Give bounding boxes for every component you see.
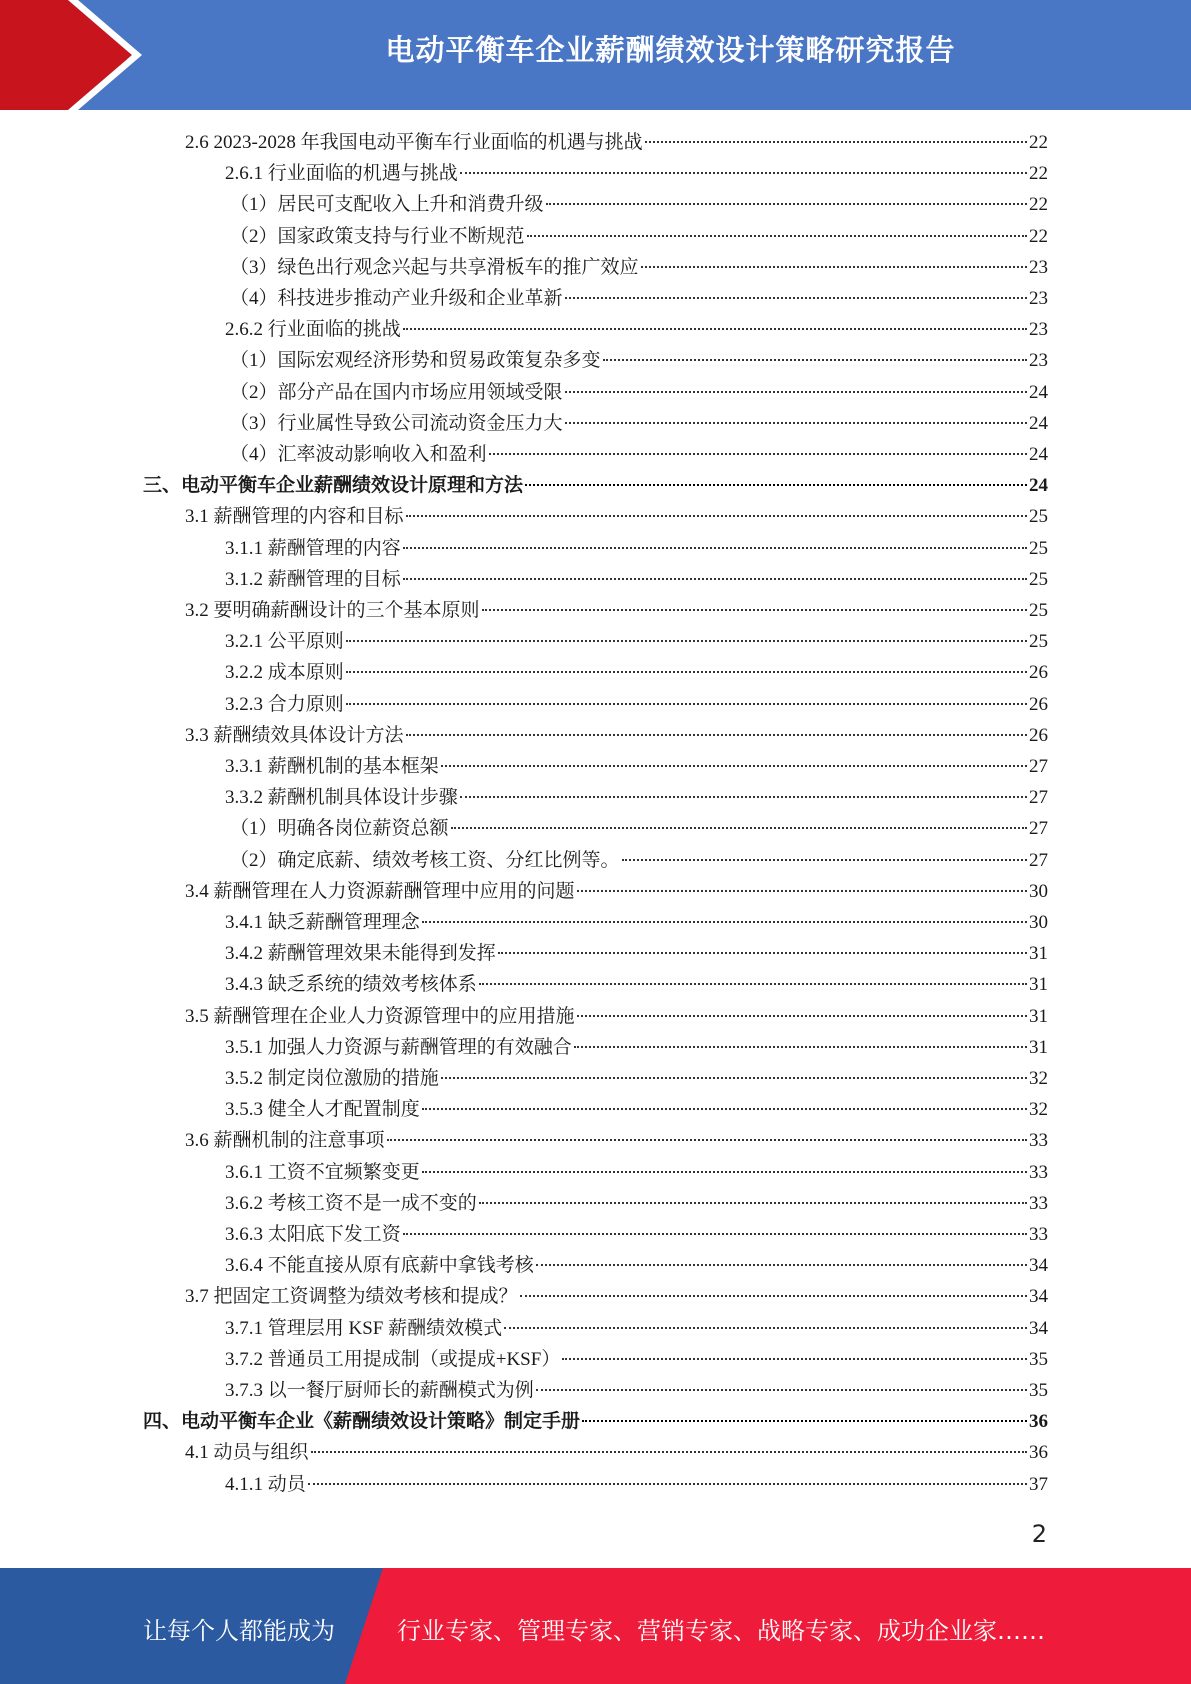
toc-dot-leader: [565, 297, 1027, 299]
toc-entry-page: 22: [1029, 132, 1048, 153]
toc-entry-label: （3）行业属性导致公司流动资金压力大: [230, 413, 563, 434]
toc-dot-leader: [422, 1171, 1027, 1173]
toc-entry-label: 3.6.3 太阳底下发工资: [225, 1224, 401, 1245]
toc-entry[interactable]: [225, 969, 1048, 1000]
toc-entry[interactable]: [185, 1437, 1048, 1468]
toc-dot-leader: [346, 671, 1027, 673]
toc-dot-leader: [536, 1264, 1027, 1266]
toc-entry-page: 24: [1029, 444, 1048, 465]
toc-entry[interactable]: [225, 626, 1048, 657]
toc-entry-label: 3.6.1 工资不宜频繁变更: [225, 1162, 420, 1183]
toc-entry[interactable]: [225, 751, 1048, 782]
toc-entry-page: 32: [1029, 1068, 1048, 1089]
toc-dot-leader: [582, 1420, 1027, 1422]
toc-entry-label: 3.5.3 健全人才配置制度: [225, 1099, 420, 1120]
toc-entry-label: 4.1.1 动员: [225, 1474, 306, 1495]
toc-dot-leader: [645, 141, 1027, 143]
toc-dot-leader: [482, 609, 1027, 611]
toc-entry[interactable]: [225, 657, 1048, 688]
toc-entry-label: 2.6.1 行业面临的机遇与挑战: [225, 163, 458, 184]
toc-entry[interactable]: [225, 782, 1048, 813]
toc-entry-label: 3.1 薪酬管理的内容和目标: [185, 506, 404, 527]
toc-entry[interactable]: [225, 1094, 1048, 1125]
toc-entry-page: 23: [1029, 257, 1048, 278]
toc-entry[interactable]: [185, 501, 1048, 532]
toc-entry-label: （4）汇率波动影响收入和盈利: [230, 444, 487, 465]
toc-dot-leader: [460, 796, 1027, 798]
toc-dot-leader: [565, 422, 1027, 424]
toc-entry[interactable]: [185, 127, 1048, 158]
toc-entry-label: 3.3.2 薪酬机制具体设计步骤: [225, 787, 458, 808]
report-title: 电动平衡车企业薪酬绩效设计策略研究报告: [385, 33, 956, 67]
toc-entry-page: 25: [1029, 538, 1048, 559]
toc-entry[interactable]: [230, 845, 1048, 876]
toc-dot-leader: [577, 1015, 1027, 1017]
toc-dot-leader: [504, 1327, 1027, 1329]
toc-entry-page: 27: [1029, 756, 1048, 777]
toc-entry-label: 2.6.2 行业面临的挑战: [225, 319, 401, 340]
toc-entry-page: 23: [1029, 288, 1048, 309]
toc-entry-page: 22: [1029, 194, 1048, 215]
toc-dot-leader: [406, 515, 1027, 517]
toc-dot-leader: [603, 359, 1027, 361]
toc-entry-label: 3.7.3 以一餐厅厨师长的薪酬模式为例: [225, 1380, 534, 1401]
toc-dot-leader: [562, 1358, 1027, 1360]
toc-entry[interactable]: [185, 595, 1048, 626]
toc-entry-label: （3）绿色出行观念兴起与共享滑板车的推广效应: [230, 257, 639, 278]
toc-dot-leader: [311, 1451, 1027, 1453]
toc-dot-leader: [403, 547, 1027, 549]
toc-entry[interactable]: [225, 1157, 1048, 1188]
toc-entry[interactable]: [230, 813, 1048, 844]
toc-entry[interactable]: [225, 1063, 1048, 1094]
toc-entry-label: 3.2.3 合力原则: [225, 694, 344, 715]
toc-entry-page: 23: [1029, 319, 1048, 340]
toc-dot-leader: [520, 1295, 1027, 1297]
toc-entry-page: 31: [1029, 1037, 1048, 1058]
toc-entry[interactable]: [225, 1219, 1048, 1250]
toc-entry-label: 3.7 把固定工资调整为绩效考核和提成？: [185, 1286, 518, 1307]
toc-entry-label: 3.3.1 薪酬机制的基本框架: [225, 756, 439, 777]
toc-entry-page: 37: [1029, 1474, 1048, 1495]
toc-dot-leader: [308, 1483, 1027, 1485]
toc-entry-page: 22: [1029, 163, 1048, 184]
toc-entry-page: 36: [1029, 1411, 1048, 1432]
toc-entry[interactable]: [225, 533, 1048, 564]
toc-entry-label: 3.5.1 加强人力资源与薪酬管理的有效融合: [225, 1037, 572, 1058]
toc-entry-page: 26: [1029, 662, 1048, 683]
toc-entry-label: 四、电动平衡车企业《薪酬绩效设计策略》制定手册: [143, 1411, 581, 1432]
toc-dot-leader: [346, 703, 1027, 705]
toc-entry[interactable]: [225, 1313, 1048, 1344]
toc-entry-label: 3.4.2 薪酬管理效果未能得到发挥: [225, 943, 496, 964]
toc-entry-page: 25: [1029, 600, 1048, 621]
toc-entry[interactable]: [225, 938, 1048, 969]
toc-entry[interactable]: [225, 1188, 1048, 1219]
toc-entry[interactable]: [225, 564, 1048, 595]
toc-dot-leader: [479, 1202, 1027, 1204]
toc-entry-label: 2.6 2023-2028 年我国电动平衡车行业面临的机遇与挑战: [185, 132, 643, 153]
toc-entry-label: （1）明确各岗位薪资总额: [230, 818, 449, 839]
toc-dot-leader: [498, 952, 1027, 954]
toc-entry-label: 3.2.2 成本原则: [225, 662, 344, 683]
toc-dot-leader: [525, 484, 1027, 486]
toc-entry-page: 35: [1029, 1349, 1048, 1370]
toc-entry-page: 24: [1029, 413, 1048, 434]
toc-entry[interactable]: [225, 1469, 1048, 1500]
toc-dot-leader: [441, 1077, 1027, 1079]
toc-entry[interactable]: [230, 345, 1048, 376]
toc-entry-label: 3.2.1 公平原则: [225, 631, 344, 652]
toc-chapter-entry[interactable]: [143, 470, 1048, 501]
toc-entry-label: 3.1.2 薪酬管理的目标: [225, 569, 401, 590]
toc-entry-page: 24: [1029, 475, 1048, 496]
toc-entry[interactable]: [225, 689, 1048, 720]
toc-entry-page: 35: [1029, 1380, 1048, 1401]
toc-entry-page: 34: [1029, 1286, 1048, 1307]
toc-entry-page: 23: [1029, 350, 1048, 371]
toc-entry-label: （2）确定底薪、绩效考核工资、分红比例等。: [230, 850, 620, 871]
toc-dot-leader: [403, 578, 1027, 580]
toc-entry-page: 30: [1029, 881, 1048, 902]
toc-entry[interactable]: [225, 1344, 1048, 1375]
toc-entry[interactable]: [230, 439, 1048, 470]
toc-entry-label: （4）科技进步推动产业升级和企业革新: [230, 288, 563, 309]
toc-dot-leader: [406, 734, 1027, 736]
toc-entry[interactable]: [230, 377, 1048, 408]
toc-chapter-entry[interactable]: [143, 1406, 1048, 1437]
toc-entry-page: 22: [1029, 226, 1048, 247]
toc-dot-leader: [536, 1389, 1027, 1391]
toc-entry[interactable]: [185, 1281, 1048, 1312]
toc-dot-leader: [641, 266, 1027, 268]
toc-entry[interactable]: [230, 189, 1048, 220]
toc-dot-leader: [622, 859, 1027, 861]
toc-entry-page: 27: [1029, 850, 1048, 871]
toc-entry-page: 24: [1029, 382, 1048, 403]
toc-entry-page: 33: [1029, 1130, 1048, 1151]
toc-dot-leader: [346, 640, 1027, 642]
toc-entry-page: 32: [1029, 1099, 1048, 1120]
toc-dot-leader: [479, 983, 1027, 985]
toc-entry[interactable]: [230, 252, 1048, 283]
toc-entry-page: 33: [1029, 1224, 1048, 1245]
report-header: [0, 0, 1191, 110]
toc-entry-page: 34: [1029, 1318, 1048, 1339]
toc-entry[interactable]: [225, 1032, 1048, 1063]
toc-entry[interactable]: [185, 1125, 1048, 1156]
toc-entry-page: 31: [1029, 943, 1048, 964]
toc-entry-label: 三、电动平衡车企业薪酬绩效设计原理和方法: [143, 475, 524, 496]
toc-dot-leader: [546, 203, 1027, 205]
toc-entry-label: 3.7.2 普通员工用提成制（或提成+KSF）: [225, 1349, 561, 1370]
toc-entry-label: 3.4.1 缺乏薪酬管理理念: [225, 912, 420, 933]
toc-entry[interactable]: [185, 876, 1048, 907]
toc-entry[interactable]: [225, 314, 1048, 345]
toc-entry-label: （2）部分产品在国内市场应用领域受限: [230, 382, 563, 403]
toc-entry-label: （1）居民可支配收入上升和消费升级: [230, 194, 544, 215]
toc-entry-label: 3.5.2 制定岗位激励的措施: [225, 1068, 439, 1089]
toc-entry-page: 31: [1029, 974, 1048, 995]
toc-entry-page: 27: [1029, 818, 1048, 839]
toc-dot-leader: [422, 1108, 1027, 1110]
toc-entry-page: 36: [1029, 1442, 1048, 1463]
toc-entry-label: 3.5 薪酬管理在企业人力资源管理中的应用措施: [185, 1006, 575, 1027]
toc-dot-leader: [422, 921, 1027, 923]
toc-entry-page: 25: [1029, 631, 1048, 652]
toc-entry[interactable]: [225, 158, 1048, 189]
toc-entry-label: 3.6.4 不能直接从原有底薪中拿钱考核: [225, 1255, 534, 1276]
toc-dot-leader: [403, 1233, 1027, 1235]
toc-entry[interactable]: [225, 907, 1048, 938]
toc-entry-label: 3.4.3 缺乏系统的绩效考核体系: [225, 974, 477, 995]
toc-entry-page: 33: [1029, 1162, 1048, 1183]
toc-entry[interactable]: [185, 720, 1048, 751]
toc-entry-label: 3.6.2 考核工资不是一成不变的: [225, 1193, 477, 1214]
page-footer: [0, 1568, 1191, 1684]
toc-entry[interactable]: [225, 1250, 1048, 1281]
toc-entry-page: 25: [1029, 506, 1048, 527]
toc-entry[interactable]: [225, 1375, 1048, 1406]
toc-entry[interactable]: [230, 408, 1048, 439]
toc-entry-page: 33: [1029, 1193, 1048, 1214]
toc-entry-page: 25: [1029, 569, 1048, 590]
page-number: 2: [1031, 1520, 1047, 1548]
toc-dot-leader: [565, 391, 1027, 393]
toc-entry-page: 30: [1029, 912, 1048, 933]
toc-entry-label: 3.6 薪酬机制的注意事项: [185, 1130, 385, 1151]
toc-dot-leader: [441, 765, 1027, 767]
toc-entry[interactable]: [230, 283, 1048, 314]
toc-entry-label: （2）国家政策支持与行业不断规范: [230, 226, 525, 247]
toc-entry-page: 26: [1029, 694, 1048, 715]
toc-entry[interactable]: [185, 1001, 1048, 1032]
toc-entry-page: 27: [1029, 787, 1048, 808]
toc-entry-page: 26: [1029, 725, 1048, 746]
toc-entry-page: 34: [1029, 1255, 1048, 1276]
toc-dot-leader: [451, 827, 1027, 829]
toc-entry-label: 3.4 薪酬管理在人力资源薪酬管理中应用的问题: [185, 881, 575, 902]
toc-entry-label: 3.3 薪酬绩效具体设计方法: [185, 725, 404, 746]
toc-entry-label: 4.1 动员与组织: [185, 1442, 309, 1463]
toc-dot-leader: [460, 172, 1027, 174]
footer-slogan-right: 行业专家、管理专家、营销专家、战略专家、成功企业家……: [397, 1617, 1045, 1645]
toc-dot-leader: [489, 453, 1027, 455]
toc-dot-leader: [387, 1139, 1027, 1141]
toc-entry[interactable]: [230, 221, 1048, 252]
toc-dot-leader: [403, 328, 1027, 330]
footer-slogan-left: 让每个人都能成为: [143, 1617, 335, 1645]
toc-dot-leader: [527, 235, 1027, 237]
toc-entry-page: 31: [1029, 1006, 1048, 1027]
toc-dot-leader: [574, 1046, 1027, 1048]
toc-entry-label: （1）国际宏观经济形势和贸易政策复杂多变: [230, 350, 601, 371]
toc-entry-label: 3.2 要明确薪酬设计的三个基本原则: [185, 600, 480, 621]
toc-entry-label: 3.1.1 薪酬管理的内容: [225, 538, 401, 559]
toc-dot-leader: [577, 890, 1027, 892]
toc-entry-label: 3.7.1 管理层用 KSF 薪酬绩效模式: [225, 1318, 503, 1339]
